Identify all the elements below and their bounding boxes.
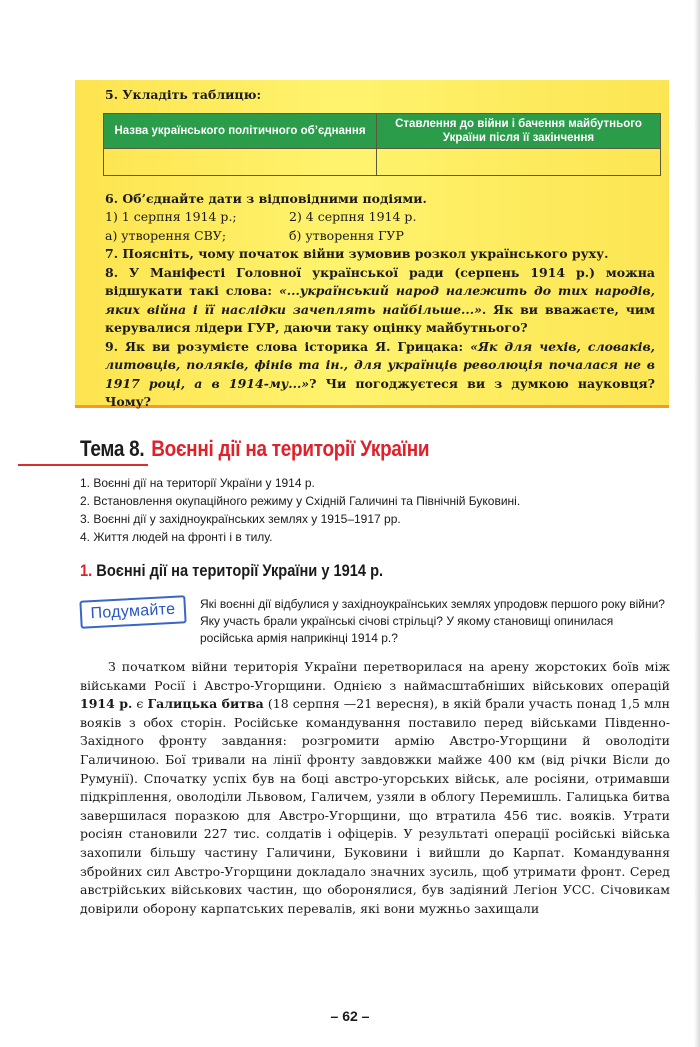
plan-item: 2. Встановлення окупаційного режиму у Східній Галичині та Північній Буковині.: [80, 494, 521, 508]
task-5-intro: 5. Укладіть таблицю:: [105, 87, 262, 102]
theme-heading: [80, 434, 429, 464]
task-9: [105, 338, 655, 412]
task-6-date-2: 2) 4 серпня 1914 р.: [289, 209, 417, 224]
task-6-intro: 6. Об’єднайте дати з відповідними подіями.: [105, 190, 427, 206]
theme-label: Тема 8.: [80, 436, 145, 461]
table-header-union-name: Назва українського політичного об’єднання: [104, 113, 377, 148]
page-number: – 62 –: [330, 1008, 370, 1024]
plan-item: 1. Воєнні дії на території України у 1914 р.: [80, 476, 315, 490]
page-edge: [694, 0, 700, 1047]
task-6-dates: [105, 208, 655, 227]
task-8-tail: . Як ви вважаєте, чим керувалися лідери ГУР, даючи таку оцінку майбутнього?: [105, 301, 655, 335]
think-stamp-icon: Подумайте: [79, 595, 186, 629]
section-title: Воєнні дії на території України у 1914 р.: [96, 561, 384, 580]
table-cell-empty: [377, 148, 661, 175]
table-cell-empty: [104, 148, 377, 175]
table-header-attitude: Ставлення до війни і бачення майбутнього України після її закінчення: [377, 113, 661, 148]
body-text-3: (18 серпня —21 вересня), в якій брали участь понад 1,5 млн вояків з обох сторін. Російське командування поставило перед військами Південно-Західного фронту завдання: розгромити армію Австро-Угорщини й оволодіти Галичиною. Бої тривали на лінії фронту завдовжки майже 400 км (від річки Вісли до Румунії). Спочатку успіх був на боці австро-угорських військ, але росіяни, отримавши підкріплення, оволоділи Львовом, Галичем, узяли в облогу Перемишль. Галицька битва завершилася поразкою для Австро-Угорщини, що втратила 456 тис. вояків. Утрати росіян становили 227 тис. солдатів і офіцерів. У результаті операції російські війська захопили більшу частину Галичини, Буковини і вийшли до Карпат. Командування збройних сил Австро-Угорщини докладало значних зусиль, щоб утримати фронт. Серед австрійських військових частин, що оборонялися, був задіяний Легіон УСС. Січовикам довірили оборону карпатських перевалів, які вони мужньо захищали: [80, 696, 671, 916]
theme-underline: [18, 464, 148, 466]
section-heading: [80, 560, 383, 582]
task-9-lead: 9. Як ви розумієте слова історика Я. Грицака:: [105, 338, 471, 354]
task-8-quote: «...український народ належить до тих народів, яких війна і її наслідки зачеплять найбільше...»: [105, 283, 655, 317]
theme-title: Воєнні дії на території України: [151, 436, 430, 461]
task-9-quote: «Як для чехів, словаків, литовців, поляків, фінів та ін., для українців революція почалася не в 1917 році, а в 1914-му...»: [105, 338, 656, 391]
task-6-event-b: б) утворення ГУР: [289, 227, 404, 243]
body-bold-year: 1914 р.: [80, 696, 133, 712]
body-bold-battle: Галицька битва: [147, 696, 264, 712]
task-6-events: [105, 227, 655, 246]
task-9-tail: ? Чи погоджуєтеся ви з думкою науковця? Чому?: [105, 375, 655, 409]
task-8-lead: 8. У Маніфесті Головної української ради (серпень 1914 р.) можна відшукати такі слова:: [105, 264, 655, 298]
task-6-date-1: 1) 1 серпня 1914 р.;: [105, 209, 237, 224]
body-paragraph: [80, 658, 670, 918]
body-text-2: є: [132, 696, 148, 712]
plan-item: 3. Воєнні дії у західноукраїнських землях у 1915–1917 рр.: [80, 512, 401, 526]
plan-item: 4. Життя людей на фронті і в тилу.: [80, 530, 273, 544]
task-5-table: [103, 113, 661, 176]
body-text-1: З початком війни територія України перетворилася на арену жорстоких боїв між військами Росії і Австро-Угорщини. Однією з наймасштабніших військових операцій: [80, 659, 670, 693]
theme-plan-list: [80, 474, 670, 546]
think-questions: Які воєнні дії відбулися у західноукраїнських землях упродовж першого року війни? Яку участь брали українські січові стрільці? У якому становищі опинилася російська армія наприкінці 1914 р.?: [200, 597, 665, 645]
section-number: 1.: [80, 561, 93, 580]
assignments-box: [75, 80, 669, 408]
task-6-event-a: а) утворення СВУ;: [105, 227, 227, 243]
task-8: [105, 264, 655, 338]
task-7: 7. Поясніть, чому початок війни зумовив розкол українського руху.: [105, 246, 609, 261]
